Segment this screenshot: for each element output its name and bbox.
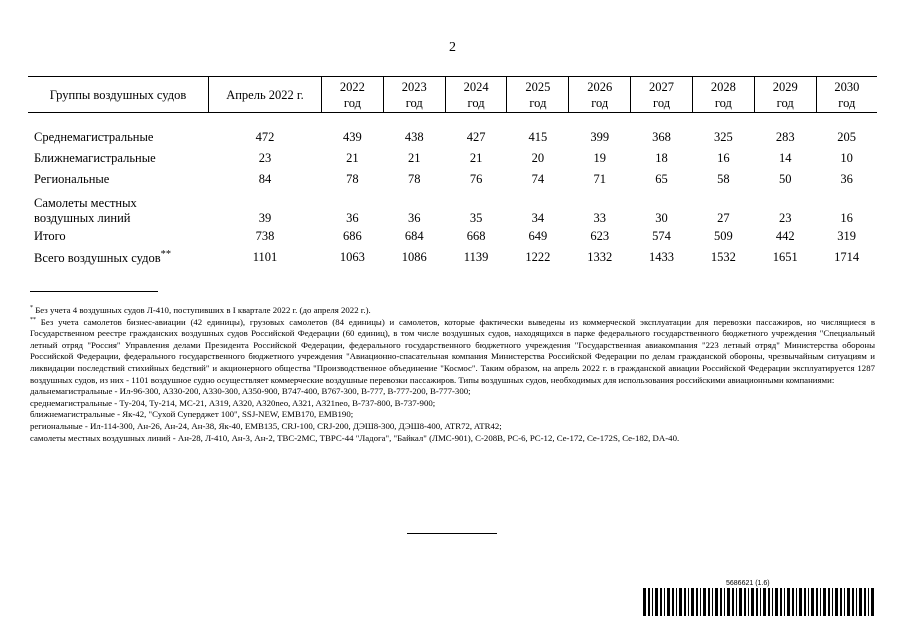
- table-row-regional: [28, 169, 877, 190]
- table-cell: 27: [717, 211, 730, 225]
- table-cell: 10: [840, 151, 853, 165]
- table-row-total-aircraft: [28, 247, 877, 268]
- table-cell: 36: [346, 211, 359, 225]
- table-spacer-row: [28, 113, 877, 128]
- table-cell: 399: [590, 130, 610, 144]
- table-cell: 16: [717, 151, 730, 165]
- table-cell: 438: [404, 130, 424, 144]
- table-cell: 472: [255, 130, 275, 144]
- table-cell: 686: [343, 229, 362, 243]
- table-cell: 668: [466, 229, 486, 243]
- table-cell: 20: [531, 151, 545, 165]
- table-row-subtotal: [28, 226, 877, 247]
- header-group-label: Группы воздушных судов: [28, 77, 209, 113]
- table-cell: 1532: [710, 250, 736, 264]
- footnote-1: * Без учета 4 воздушных судов Л-410, поступивших в I квартале 2022 г. (до апреля 2022 г.).: [30, 305, 371, 315]
- table-cell: 1651: [772, 250, 798, 264]
- header-year-2025: 2025 год: [507, 77, 569, 113]
- row-label: Среднемагистральные: [34, 130, 154, 144]
- end-separator: [407, 533, 497, 534]
- table-cell: 18: [655, 151, 668, 165]
- table-cell: 439: [343, 130, 362, 144]
- table-cell: 205: [837, 130, 856, 144]
- table-cell: 319: [837, 229, 856, 243]
- row-label: Ближнемагистральные: [34, 151, 156, 165]
- header-year-2024: 2024 год: [445, 77, 507, 113]
- footnotes: [30, 305, 875, 444]
- table-cell: 78: [407, 172, 421, 186]
- table-cell: 21: [407, 151, 421, 165]
- table-cell: 738: [255, 229, 275, 243]
- table-cell: 1101: [252, 250, 278, 264]
- table-cell: 84: [258, 172, 272, 186]
- table-cell: 649: [528, 229, 548, 243]
- table-row-medium-haul: [28, 127, 877, 148]
- table-cell: 1139: [463, 250, 489, 264]
- table-cell: 65: [655, 172, 668, 186]
- table-cell: 684: [404, 229, 424, 243]
- barcode-icon: [643, 588, 877, 616]
- table-cell: 34: [531, 211, 545, 225]
- table-cell: 442: [775, 229, 795, 243]
- table-cell: 35: [469, 211, 483, 225]
- table-header-row: [28, 77, 877, 113]
- table-cell: 30: [655, 211, 668, 225]
- table-cell: 36: [840, 172, 853, 186]
- table-cell: 78: [346, 172, 359, 186]
- table-cell: 1332: [587, 250, 613, 264]
- header-year-2027: 2027 год: [631, 77, 693, 113]
- aircraft-types-long-haul: дальнемагистральные - Ил-96-300, A330-200, A330-300, A350-900, B747-400, B767-300, B-777, B-777-200, B-777-300;: [30, 386, 471, 397]
- header-year-2030: 2030 год: [816, 77, 877, 113]
- table-cell: 36: [407, 211, 421, 225]
- table-cell: 1433: [649, 250, 675, 264]
- table-cell: 23: [258, 151, 272, 165]
- aircraft-types-short-haul: ближнемагистральные - Як-42, "Сухой Суперджет 100", SSJ-NEW, EMB170, EMB190;: [30, 409, 354, 420]
- footnote-separator: [30, 291, 158, 292]
- table-cell: 58: [717, 172, 730, 186]
- table-cell: 1714: [834, 250, 860, 264]
- table-cell: 325: [714, 130, 733, 144]
- footnote-marker: **: [30, 316, 36, 323]
- table-cell: 33: [593, 211, 606, 225]
- row-label: Самолеты местных воздушных линий: [34, 196, 137, 225]
- table-cell: 415: [528, 130, 548, 144]
- page-number: 2: [449, 40, 456, 55]
- table-cell: 21: [469, 151, 483, 165]
- table-cell: 19: [593, 151, 606, 165]
- header-year-2022: 2022 год: [322, 77, 384, 113]
- row-label: Всего воздушных судов**: [34, 248, 172, 266]
- table-cell: 16: [840, 211, 853, 225]
- row-label: Итого: [34, 229, 66, 243]
- table-cell: 39: [258, 211, 272, 225]
- table-cell: 76: [469, 172, 483, 186]
- document-code: 5686621 (1.6): [726, 580, 770, 587]
- footnote-marker: **: [160, 248, 172, 260]
- aircraft-types-local: самолеты местных воздушных линий - Ан-28, Л-410, Ан-3, Ан-2, ТВС-2МС, ТВРС-44 "Ладога", "Байкал" (ЛМС-901), С-208В, PC-6, PC-12, Ce-172, Ce-172S, Ce-182, DA-40.: [30, 432, 680, 443]
- aircraft-types-medium-haul: среднемагистральные - Ту-204, Ту-214, МС-21, A319, A320, A320neo, A321, A321neo, B-737-800, B-737-900;: [30, 397, 436, 408]
- header-year-2023: 2023 год: [383, 77, 445, 113]
- table-row-short-haul: [28, 148, 877, 169]
- table-cell: 71: [593, 172, 606, 186]
- footnote-2: ** Без учета самолетов бизнес-авиации (42 единицы), грузовых самолетов (84 единицы) и самолетов, которые фактически выведены из коммерческой эксплуатации для перевозки пассажиров, но числящиеся в Государственном реестре гражданских воздушных судов Российской Федерации (60 единиц), в том числе воздушных судов, находящихся в парке федерального государственного бюджетного учреждения "Специальный летный отряд "Россия" Управления делами Президента Российской Федерации, федерального государственного бюджетного учреждения "Государственная авиакомпания "223 летный отряд" Министерства обороны Российской Федерации, федерального государственного бюджетного учреждения "Авиационно-спасательная компания Министерства Российской Федерации по делам гражданской обороны, чрезвычайным ситуациям и ликвидации последствий стихийных бедствий" и акционерного общества "Производственное объединение "Космос". Таким образом, на апрель 2022 г. в гражданской авиации Российской Федерации эксплуатируется 1287 воздушных судов, из них - 1101 воздушное судно осуществляет коммерческие воздушные перевозки пассажиров. Типы воздушных судов, необходимых для использования российскими авиационными компаниями:: [30, 316, 875, 385]
- table-cell: 1086: [401, 250, 427, 264]
- table-cell: 50: [778, 172, 792, 186]
- table-cell: 1063: [339, 250, 365, 264]
- table-cell: 23: [778, 211, 792, 225]
- header-year-2028: 2028 год: [692, 77, 754, 113]
- table-cell: 427: [466, 130, 486, 144]
- table-row-local-airlines: [28, 190, 877, 226]
- footnote-marker: *: [30, 305, 33, 311]
- row-label: Региональные: [34, 172, 110, 186]
- aircraft-types-regional: региональные - Ил-114-300, Ан-26, Ан-24, Ан-38, Як-40, EMB135, CRJ-100, CRJ-200, ДЭШ8-300, ДЭШ8-400, ATR72, ATR42;: [30, 420, 502, 431]
- table-cell: 21: [346, 151, 359, 165]
- table-cell: 283: [775, 130, 795, 144]
- header-year-2029: 2029 год: [754, 77, 816, 113]
- aircraft-fleet-table: [28, 76, 877, 268]
- header-april-2022: Апрель 2022 г.: [209, 77, 322, 113]
- table-cell: 1222: [525, 250, 551, 264]
- table-cell: 509: [714, 229, 733, 243]
- table-cell: 368: [652, 130, 671, 144]
- table-cell: 14: [778, 151, 792, 165]
- header-year-2026: 2026 год: [569, 77, 631, 113]
- table-cell: 574: [652, 229, 671, 243]
- table-cell: 623: [590, 229, 610, 243]
- table-cell: 74: [531, 172, 545, 186]
